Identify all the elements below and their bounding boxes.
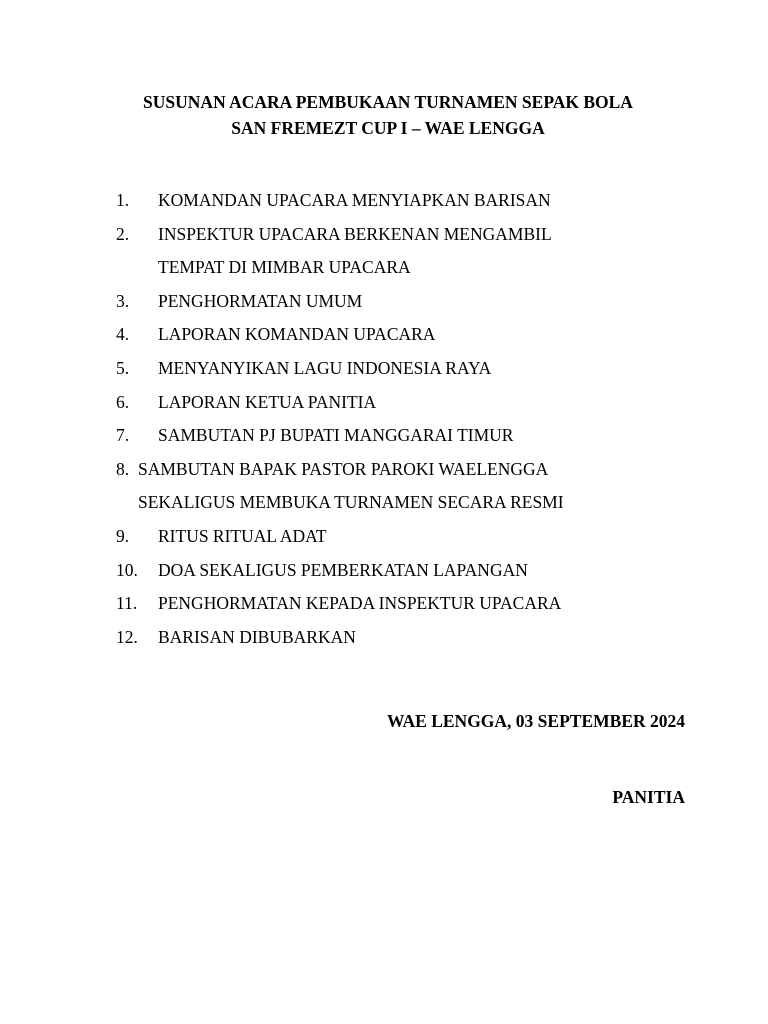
agenda-item-text: SAMBUTAN BAPAK PASTOR PAROKI WAELENGGA [138, 459, 549, 479]
agenda-item-text-continuation: TEMPAT DI MIMBAR UPACARA [158, 257, 411, 277]
place-and-date: WAE LENGGA, 03 SEPTEMBER 2024 [386, 711, 685, 731]
agenda-item-text: PENGHORMATAN KEPADA INSPEKTUR UPACARA [158, 593, 562, 613]
signatory: PANITIA [612, 787, 685, 807]
document-title-line-2: SAN FREMEZT CUP I – WAE LENGGA [231, 118, 545, 138]
agenda-item-text: KOMANDAN UPACARA MENYIAPKAN BARISAN [158, 190, 551, 210]
agenda-item-text: MENYANYIKAN LAGU INDONESIA RAYA [158, 358, 492, 378]
agenda-item-text: LAPORAN KOMANDAN UPACARA [158, 324, 436, 344]
agenda-item-number: 2. [116, 224, 130, 244]
agenda-item-number: 11. [116, 593, 138, 613]
agenda-item-number: 12. [116, 627, 138, 647]
agenda-item-number: 10. [116, 560, 138, 580]
agenda-item-text: LAPORAN KETUA PANITIA [158, 392, 377, 412]
agenda-item-text: RITUS RITUAL ADAT [158, 526, 327, 546]
agenda-item-number: 9. [116, 526, 130, 546]
agenda-item-number: 4. [116, 324, 130, 344]
agenda-item-number: 3. [116, 291, 130, 311]
agenda-item-number: 8. [116, 459, 130, 479]
agenda-item-text: DOA SEKALIGUS PEMBERKATAN LAPANGAN [158, 560, 528, 580]
agenda-item-number: 7. [116, 425, 130, 445]
agenda-item-text: INSPEKTUR UPACARA BERKENAN MENGAMBIL [158, 224, 552, 244]
agenda-item-text: BARISAN DIBUBARKAN [158, 627, 356, 647]
agenda-item-number: 6. [116, 392, 130, 412]
agenda-item-number: 1. [116, 190, 130, 210]
agenda-item-text: SAMBUTAN PJ BUPATI MANGGARAI TIMUR [158, 425, 514, 445]
agenda-item-text-continuation: SEKALIGUS MEMBUKA TURNAMEN SECARA RESMI [138, 492, 564, 512]
agenda-item-text: PENGHORMATAN UMUM [158, 291, 363, 311]
agenda-item-number: 5. [116, 358, 130, 378]
document-title-line-1: SUSUNAN ACARA PEMBUKAAN TURNAMEN SEPAK BOLA [143, 92, 633, 112]
